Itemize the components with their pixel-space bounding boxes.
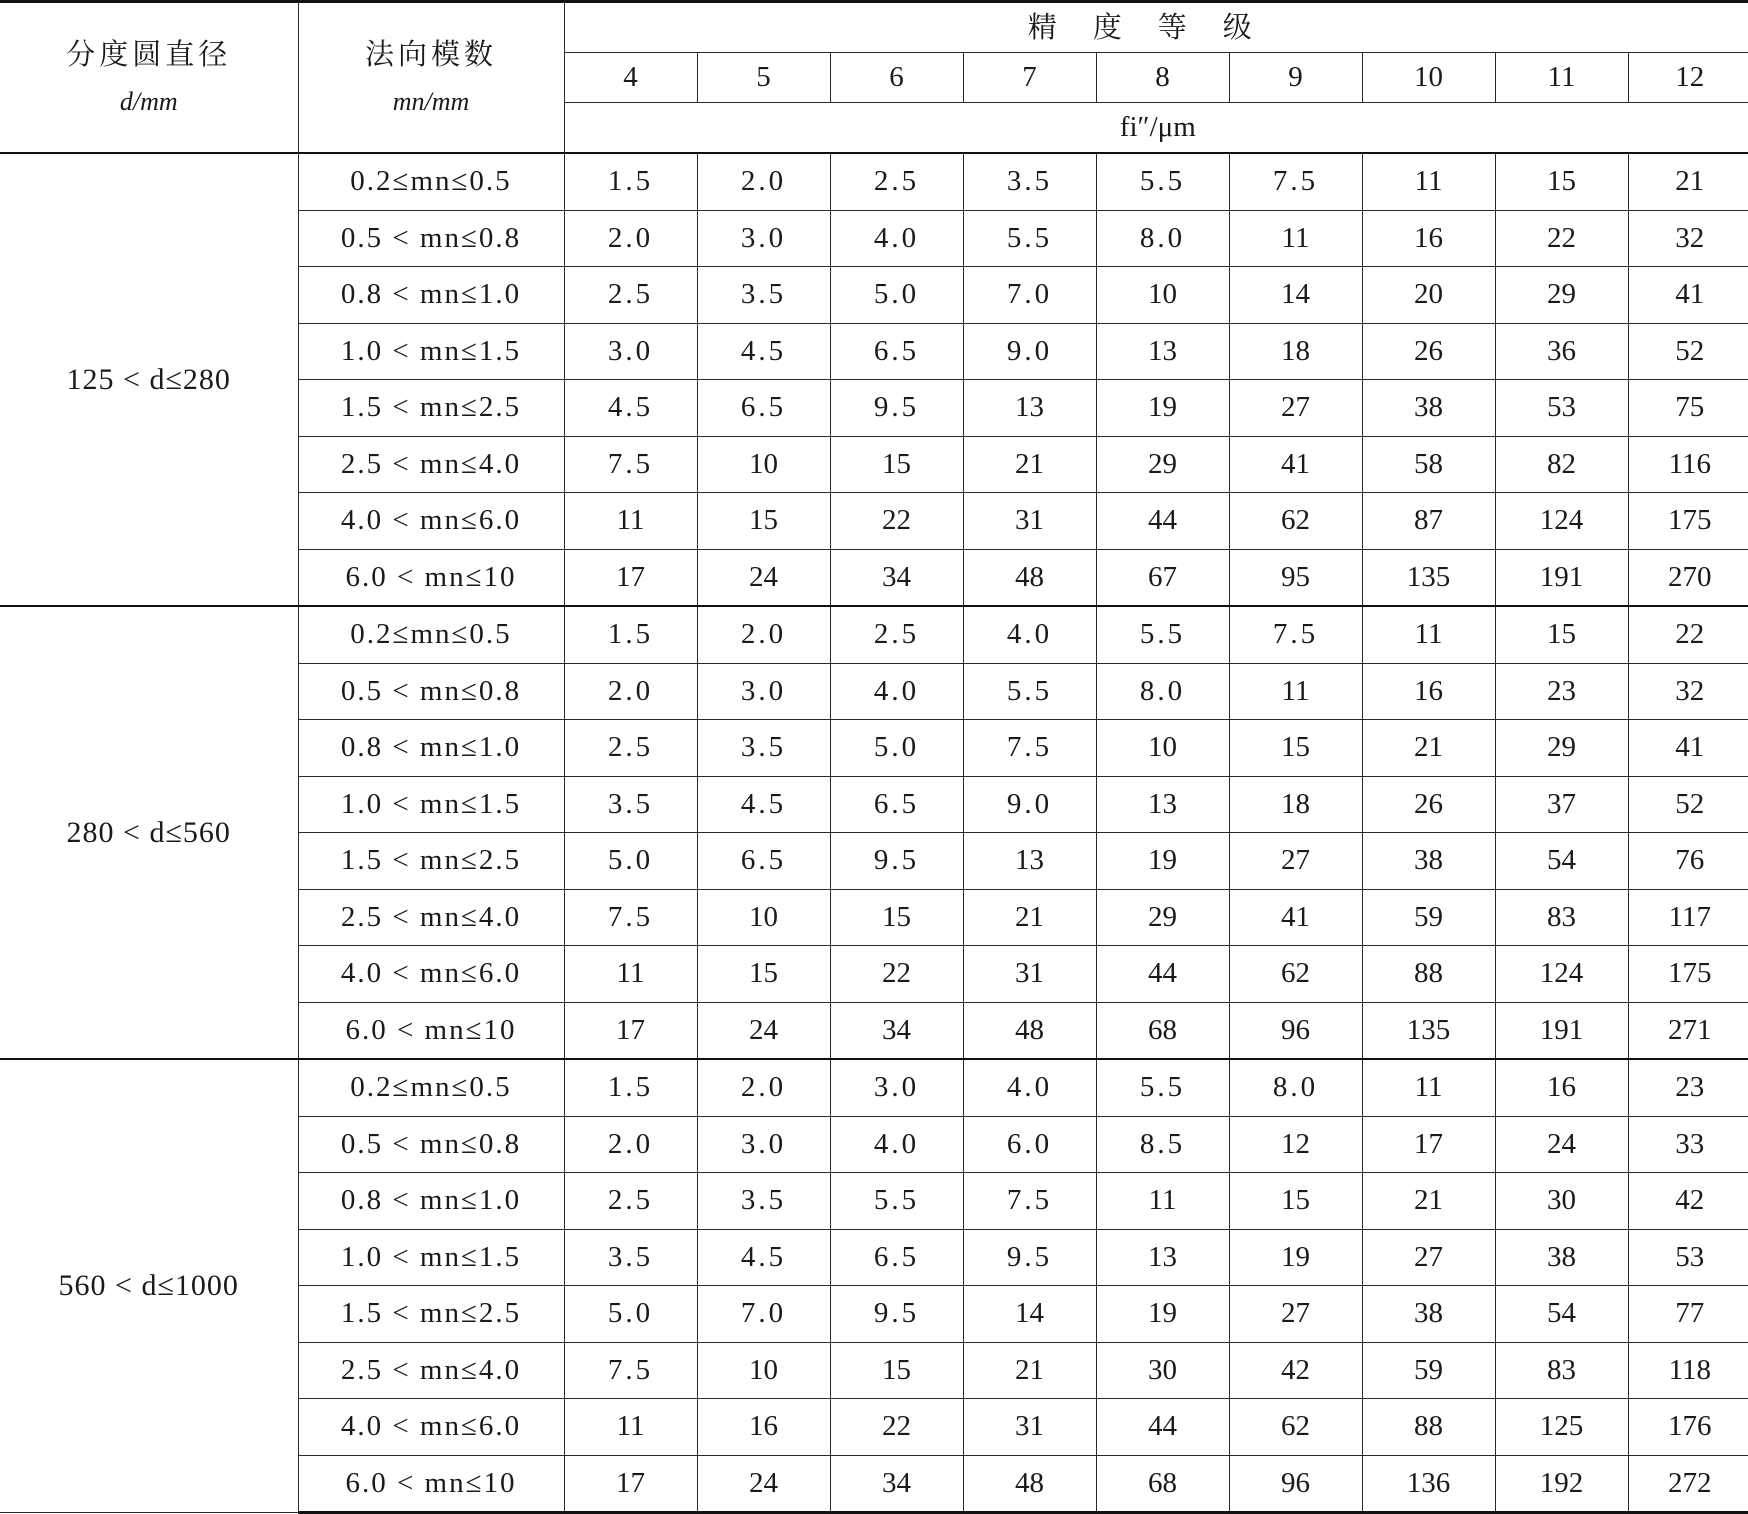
tolerance-value-cell: 10 xyxy=(1096,720,1229,777)
tolerance-value-cell: 26 xyxy=(1362,323,1495,380)
tolerance-value-cell: 42 xyxy=(1229,1342,1362,1399)
tolerance-value-cell: 52 xyxy=(1628,776,1748,833)
tolerance-value-cell: 2.0 xyxy=(564,663,697,720)
tolerance-value-cell: 29 xyxy=(1096,436,1229,493)
tolerance-value-cell: 9.5 xyxy=(963,1229,1096,1286)
tolerance-value-cell: 26 xyxy=(1362,776,1495,833)
tolerance-value-cell: 30 xyxy=(1495,1173,1628,1230)
tolerance-value-cell: 192 xyxy=(1495,1455,1628,1513)
tolerance-value-cell: 2.5 xyxy=(564,720,697,777)
tolerance-value-cell: 15 xyxy=(1229,1173,1362,1230)
tolerance-value-cell: 7.0 xyxy=(697,1286,830,1343)
header-grade-6: 6 xyxy=(830,53,963,103)
modulus-range-cell: 0.2≤mn≤0.5 xyxy=(298,153,564,210)
tolerance-value-cell: 7.5 xyxy=(564,1342,697,1399)
tolerance-value-cell: 272 xyxy=(1628,1455,1748,1513)
tolerance-value-cell: 2.5 xyxy=(830,153,963,210)
tolerance-value-cell: 24 xyxy=(1495,1116,1628,1173)
tolerance-value-cell: 24 xyxy=(697,1002,830,1059)
tolerance-value-cell: 14 xyxy=(1229,267,1362,324)
tolerance-value-cell: 7.5 xyxy=(1229,606,1362,663)
tolerance-value-cell: 8.0 xyxy=(1096,210,1229,267)
tolerance-value-cell: 41 xyxy=(1628,267,1748,324)
tolerance-value-cell: 15 xyxy=(697,493,830,550)
tolerance-value-cell: 4.5 xyxy=(697,323,830,380)
tolerance-value-cell: 2.5 xyxy=(830,606,963,663)
tolerance-value-cell: 118 xyxy=(1628,1342,1748,1399)
tolerance-value-cell: 125 xyxy=(1495,1399,1628,1456)
tolerance-value-cell: 12 xyxy=(1229,1116,1362,1173)
tolerance-value-cell: 3.0 xyxy=(697,1116,830,1173)
tolerance-value-cell: 20 xyxy=(1362,267,1495,324)
tolerance-value-cell: 6.5 xyxy=(697,833,830,890)
tolerance-value-cell: 10 xyxy=(697,1342,830,1399)
tolerance-value-cell: 5.5 xyxy=(1096,606,1229,663)
tolerance-value-cell: 15 xyxy=(830,1342,963,1399)
tolerance-value-cell: 16 xyxy=(1495,1059,1628,1116)
tolerance-value-cell: 19 xyxy=(1096,833,1229,890)
tolerance-value-cell: 48 xyxy=(963,1002,1096,1059)
tolerance-value-cell: 67 xyxy=(1096,549,1229,606)
tolerance-value-cell: 4.0 xyxy=(963,606,1096,663)
tolerance-value-cell: 34 xyxy=(830,1002,963,1059)
tolerance-value-cell: 14 xyxy=(963,1286,1096,1343)
tolerance-value-cell: 30 xyxy=(1096,1342,1229,1399)
tolerance-value-cell: 2.0 xyxy=(697,606,830,663)
tolerance-value-cell: 5.0 xyxy=(830,720,963,777)
tolerance-value-cell: 7.5 xyxy=(1229,153,1362,210)
tolerance-value-cell: 3.0 xyxy=(564,323,697,380)
tolerance-value-cell: 16 xyxy=(1362,210,1495,267)
tolerance-value-cell: 2.0 xyxy=(697,1059,830,1116)
tolerance-value-cell: 117 xyxy=(1628,889,1748,946)
header-grade-9: 9 xyxy=(1229,53,1362,103)
tolerance-value-cell: 6.5 xyxy=(830,323,963,380)
tolerance-value-cell: 136 xyxy=(1362,1455,1495,1513)
header-grade-5: 5 xyxy=(697,53,830,103)
tolerance-value-cell: 27 xyxy=(1229,833,1362,890)
tolerance-value-cell: 77 xyxy=(1628,1286,1748,1343)
tolerance-value-cell: 3.0 xyxy=(697,663,830,720)
modulus-range-cell: 6.0 < mn≤10 xyxy=(298,1455,564,1513)
modulus-range-cell: 2.5 < mn≤4.0 xyxy=(298,889,564,946)
tolerance-value-cell: 4.0 xyxy=(830,210,963,267)
tolerance-value-cell: 22 xyxy=(830,493,963,550)
tolerance-value-cell: 29 xyxy=(1495,267,1628,324)
tolerance-value-cell: 7.5 xyxy=(564,436,697,493)
tolerance-value-cell: 10 xyxy=(1096,267,1229,324)
tolerance-value-cell: 5.0 xyxy=(564,1286,697,1343)
tolerance-value-cell: 5.5 xyxy=(963,663,1096,720)
modulus-range-cell: 0.8 < mn≤1.0 xyxy=(298,267,564,324)
tolerance-value-cell: 42 xyxy=(1628,1173,1748,1230)
header-diameter-cell xyxy=(0,2,298,154)
modulus-range-cell: 2.5 < mn≤4.0 xyxy=(298,436,564,493)
tolerance-value-cell: 53 xyxy=(1628,1229,1748,1286)
tolerance-value-cell: 38 xyxy=(1362,833,1495,890)
tolerance-value-cell: 96 xyxy=(1229,1455,1362,1513)
tolerance-value-cell: 62 xyxy=(1229,946,1362,1003)
tolerance-value-cell: 6.5 xyxy=(830,1229,963,1286)
tolerance-value-cell: 68 xyxy=(1096,1455,1229,1513)
diameter-range-cell: 125 < d≤280 xyxy=(0,153,298,606)
tolerance-value-cell: 2.0 xyxy=(564,1116,697,1173)
tolerance-value-cell: 4.0 xyxy=(963,1059,1096,1116)
tolerance-value-cell: 52 xyxy=(1628,323,1748,380)
tolerance-value-cell: 135 xyxy=(1362,1002,1495,1059)
tolerance-value-cell: 15 xyxy=(697,946,830,1003)
modulus-range-cell: 1.5 < mn≤2.5 xyxy=(298,833,564,890)
tolerance-value-cell: 11 xyxy=(1362,606,1495,663)
tolerance-value-cell: 41 xyxy=(1628,720,1748,777)
tolerance-value-cell: 4.0 xyxy=(830,1116,963,1173)
tolerance-value-cell: 7.5 xyxy=(564,889,697,946)
header-grade-8: 8 xyxy=(1096,53,1229,103)
tolerance-value-cell: 23 xyxy=(1495,663,1628,720)
modulus-range-cell: 0.2≤mn≤0.5 xyxy=(298,606,564,663)
tolerance-value-cell: 5.5 xyxy=(963,210,1096,267)
tolerance-value-cell: 5.5 xyxy=(1096,1059,1229,1116)
tolerance-value-cell: 41 xyxy=(1229,436,1362,493)
tolerance-value-cell: 88 xyxy=(1362,1399,1495,1456)
modulus-range-cell: 1.5 < mn≤2.5 xyxy=(298,1286,564,1343)
tolerance-value-cell: 3.5 xyxy=(564,776,697,833)
tolerance-value-cell: 2.5 xyxy=(564,1173,697,1230)
tolerance-value-cell: 32 xyxy=(1628,210,1748,267)
tolerance-value-cell: 34 xyxy=(830,549,963,606)
tolerance-value-cell: 29 xyxy=(1096,889,1229,946)
tolerance-value-cell: 8.5 xyxy=(1096,1116,1229,1173)
header-grade-10: 10 xyxy=(1362,53,1495,103)
tolerance-value-cell: 95 xyxy=(1229,549,1362,606)
diameter-range-cell: 280 < d≤560 xyxy=(0,606,298,1059)
tolerance-value-cell: 96 xyxy=(1229,1002,1362,1059)
tolerance-value-cell: 5.5 xyxy=(830,1173,963,1230)
tolerance-value-cell: 44 xyxy=(1096,493,1229,550)
tolerance-value-cell: 4.5 xyxy=(697,776,830,833)
tolerance-value-cell: 21 xyxy=(1362,1173,1495,1230)
tolerance-value-cell: 11 xyxy=(564,1399,697,1456)
tolerance-value-cell: 124 xyxy=(1495,493,1628,550)
tolerance-value-cell: 17 xyxy=(564,1455,697,1513)
modulus-range-cell: 0.8 < mn≤1.0 xyxy=(298,720,564,777)
tolerance-value-cell: 76 xyxy=(1628,833,1748,890)
tolerance-value-cell: 3.5 xyxy=(564,1229,697,1286)
tolerance-value-cell: 59 xyxy=(1362,1342,1495,1399)
modulus-range-cell: 4.0 < mn≤6.0 xyxy=(298,1399,564,1456)
tolerance-value-cell: 24 xyxy=(697,549,830,606)
header-grade-title: 精度等级 xyxy=(564,2,1748,53)
tolerance-value-cell: 6.0 xyxy=(963,1116,1096,1173)
tolerance-value-cell: 33 xyxy=(1628,1116,1748,1173)
tolerance-value-cell: 31 xyxy=(963,1399,1096,1456)
modulus-range-cell: 1.0 < mn≤1.5 xyxy=(298,776,564,833)
tolerance-value-cell: 13 xyxy=(1096,323,1229,380)
tolerance-value-cell: 10 xyxy=(697,436,830,493)
tolerance-value-cell: 22 xyxy=(830,946,963,1003)
tolerance-value-cell: 31 xyxy=(963,493,1096,550)
tolerance-value-cell: 27 xyxy=(1362,1229,1495,1286)
tolerance-value-cell: 21 xyxy=(963,1342,1096,1399)
tolerance-value-cell: 17 xyxy=(1362,1116,1495,1173)
tolerance-value-cell: 54 xyxy=(1495,1286,1628,1343)
tolerance-value-cell: 18 xyxy=(1229,776,1362,833)
modulus-range-cell: 0.5 < mn≤0.8 xyxy=(298,210,564,267)
tolerance-value-cell: 87 xyxy=(1362,493,1495,550)
tolerance-value-cell: 191 xyxy=(1495,1002,1628,1059)
modulus-range-cell: 0.2≤mn≤0.5 xyxy=(298,1059,564,1116)
header-unit-label: fi″/μm xyxy=(564,103,1748,154)
modulus-range-cell: 2.5 < mn≤4.0 xyxy=(298,1342,564,1399)
tolerance-value-cell: 270 xyxy=(1628,549,1748,606)
tolerance-value-cell: 8.0 xyxy=(1096,663,1229,720)
tolerance-value-cell: 2.0 xyxy=(697,153,830,210)
tolerance-value-cell: 22 xyxy=(830,1399,963,1456)
modulus-range-cell: 4.0 < mn≤6.0 xyxy=(298,493,564,550)
modulus-range-cell: 0.8 < mn≤1.0 xyxy=(298,1173,564,1230)
tolerance-value-cell: 48 xyxy=(963,549,1096,606)
tolerance-value-cell: 32 xyxy=(1628,663,1748,720)
tolerance-value-cell: 22 xyxy=(1495,210,1628,267)
tolerance-value-cell: 191 xyxy=(1495,549,1628,606)
table-row xyxy=(0,153,1748,210)
tolerance-value-cell: 16 xyxy=(1362,663,1495,720)
modulus-range-cell: 1.0 < mn≤1.5 xyxy=(298,1229,564,1286)
tolerance-value-cell: 271 xyxy=(1628,1002,1748,1059)
modulus-range-cell: 1.5 < mn≤2.5 xyxy=(298,380,564,437)
tolerance-value-cell: 10 xyxy=(697,889,830,946)
tolerance-value-cell: 38 xyxy=(1362,1286,1495,1343)
tolerance-value-cell: 16 xyxy=(697,1399,830,1456)
tolerance-value-cell: 116 xyxy=(1628,436,1748,493)
tolerance-value-cell: 11 xyxy=(1362,153,1495,210)
tolerance-value-cell: 7.0 xyxy=(963,267,1096,324)
tolerance-value-cell: 3.5 xyxy=(697,267,830,324)
tolerance-value-cell: 17 xyxy=(564,1002,697,1059)
header-diameter-label: 分度圆直径 xyxy=(66,37,232,71)
tolerance-value-cell: 27 xyxy=(1229,1286,1362,1343)
tolerance-value-cell: 8.0 xyxy=(1229,1059,1362,1116)
tolerance-value-cell: 41 xyxy=(1229,889,1362,946)
tolerance-value-cell: 62 xyxy=(1229,1399,1362,1456)
tolerance-value-cell: 7.5 xyxy=(963,1173,1096,1230)
diameter-range-cell: 560 < d≤1000 xyxy=(0,1059,298,1513)
header-grade-12: 12 xyxy=(1628,53,1748,103)
tolerance-value-cell: 15 xyxy=(1495,153,1628,210)
tolerance-value-cell: 22 xyxy=(1628,606,1748,663)
tolerance-value-cell: 4.5 xyxy=(697,1229,830,1286)
tolerance-value-cell: 11 xyxy=(1229,663,1362,720)
header-modulus-cell xyxy=(298,2,564,154)
tolerance-value-cell: 2.0 xyxy=(564,210,697,267)
tolerance-value-cell: 48 xyxy=(963,1455,1096,1513)
header-grade-4: 4 xyxy=(564,53,697,103)
tolerance-value-cell: 21 xyxy=(1628,153,1748,210)
tolerance-value-cell: 15 xyxy=(830,889,963,946)
tolerance-value-cell: 1.5 xyxy=(564,153,697,210)
tolerance-value-cell: 59 xyxy=(1362,889,1495,946)
modulus-range-cell: 0.5 < mn≤0.8 xyxy=(298,663,564,720)
tolerance-value-cell: 124 xyxy=(1495,946,1628,1003)
tolerance-value-cell: 21 xyxy=(963,436,1096,493)
tolerance-value-cell: 3.0 xyxy=(697,210,830,267)
modulus-range-cell: 6.0 < mn≤10 xyxy=(298,549,564,606)
tolerance-value-cell: 7.5 xyxy=(963,720,1096,777)
tolerance-value-cell: 44 xyxy=(1096,1399,1229,1456)
tolerance-value-cell: 5.0 xyxy=(830,267,963,324)
header-grade-7: 7 xyxy=(963,53,1096,103)
tolerance-value-cell: 4.5 xyxy=(564,380,697,437)
tolerance-value-cell: 11 xyxy=(1229,210,1362,267)
tolerance-value-cell: 82 xyxy=(1495,436,1628,493)
tolerance-value-cell: 54 xyxy=(1495,833,1628,890)
tolerance-value-cell: 176 xyxy=(1628,1399,1748,1456)
modulus-range-cell: 1.0 < mn≤1.5 xyxy=(298,323,564,380)
tolerance-value-cell: 15 xyxy=(830,436,963,493)
tolerance-value-cell: 11 xyxy=(1362,1059,1495,1116)
tolerance-value-cell: 83 xyxy=(1495,889,1628,946)
tolerance-value-cell: 13 xyxy=(1096,776,1229,833)
tolerance-value-cell: 6.5 xyxy=(830,776,963,833)
modulus-range-cell: 4.0 < mn≤6.0 xyxy=(298,946,564,1003)
tolerance-value-cell: 23 xyxy=(1628,1059,1748,1116)
header-grade-11: 11 xyxy=(1495,53,1628,103)
tolerance-value-cell: 13 xyxy=(963,380,1096,437)
tolerance-value-cell: 18 xyxy=(1229,323,1362,380)
tolerance-value-cell: 11 xyxy=(564,493,697,550)
tolerance-value-cell: 9.0 xyxy=(963,323,1096,380)
tolerance-value-cell: 88 xyxy=(1362,946,1495,1003)
tolerance-value-cell: 175 xyxy=(1628,493,1748,550)
tolerance-value-cell: 1.5 xyxy=(564,606,697,663)
tolerance-value-cell: 3.0 xyxy=(830,1059,963,1116)
tolerance-value-cell: 3.5 xyxy=(697,1173,830,1230)
tolerance-value-cell: 62 xyxy=(1229,493,1362,550)
tolerance-value-cell: 4.0 xyxy=(830,663,963,720)
tolerance-value-cell: 37 xyxy=(1495,776,1628,833)
tolerance-value-cell: 13 xyxy=(963,833,1096,890)
tolerance-value-cell: 36 xyxy=(1495,323,1628,380)
tolerance-value-cell: 75 xyxy=(1628,380,1748,437)
tolerance-value-cell: 19 xyxy=(1229,1229,1362,1286)
tolerance-value-cell: 44 xyxy=(1096,946,1229,1003)
tolerance-value-cell: 29 xyxy=(1495,720,1628,777)
tolerance-value-cell: 135 xyxy=(1362,549,1495,606)
tolerance-value-cell: 5.0 xyxy=(564,833,697,890)
tolerance-value-cell: 11 xyxy=(564,946,697,1003)
tolerance-value-cell: 3.5 xyxy=(963,153,1096,210)
tolerance-value-cell: 9.5 xyxy=(830,380,963,437)
tolerance-value-cell: 21 xyxy=(1362,720,1495,777)
tolerance-value-cell: 24 xyxy=(697,1455,830,1513)
header-modulus-label: 法向模数 xyxy=(364,37,497,71)
tolerance-value-cell: 38 xyxy=(1495,1229,1628,1286)
tolerance-value-cell: 175 xyxy=(1628,946,1748,1003)
tolerance-value-cell: 34 xyxy=(830,1455,963,1513)
tolerance-value-cell: 58 xyxy=(1362,436,1495,493)
tolerance-value-cell: 31 xyxy=(963,946,1096,1003)
tolerance-value-cell: 21 xyxy=(963,889,1096,946)
tolerance-value-cell: 27 xyxy=(1229,380,1362,437)
tolerance-value-cell: 15 xyxy=(1229,720,1362,777)
tolerance-value-cell: 15 xyxy=(1495,606,1628,663)
header-modulus-unit: mn/mm xyxy=(392,87,470,116)
table-row xyxy=(0,1059,1748,1116)
tolerance-value-cell: 19 xyxy=(1096,380,1229,437)
header-row-title xyxy=(0,2,1748,53)
tolerance-value-cell: 5.5 xyxy=(1096,153,1229,210)
tolerance-value-cell: 9.0 xyxy=(963,776,1096,833)
tolerance-value-cell: 11 xyxy=(1096,1173,1229,1230)
tolerance-value-cell: 2.5 xyxy=(564,267,697,324)
tolerance-value-cell: 3.5 xyxy=(697,720,830,777)
modulus-range-cell: 0.5 < mn≤0.8 xyxy=(298,1116,564,1173)
tolerance-value-cell: 9.5 xyxy=(830,833,963,890)
tolerance-value-cell: 83 xyxy=(1495,1342,1628,1399)
tolerance-value-cell: 6.5 xyxy=(697,380,830,437)
tolerance-value-cell: 68 xyxy=(1096,1002,1229,1059)
header-diameter-unit: d/mm xyxy=(119,87,178,116)
tolerance-value-cell: 13 xyxy=(1096,1229,1229,1286)
tolerance-value-cell: 1.5 xyxy=(564,1059,697,1116)
tolerance-value-cell: 38 xyxy=(1362,380,1495,437)
tolerance-value-cell: 17 xyxy=(564,549,697,606)
table-row xyxy=(0,606,1748,663)
tolerance-value-cell: 19 xyxy=(1096,1286,1229,1343)
modulus-range-cell: 6.0 < mn≤10 xyxy=(298,1002,564,1059)
tolerance-value-cell: 9.5 xyxy=(830,1286,963,1343)
tolerance-value-cell: 53 xyxy=(1495,380,1628,437)
